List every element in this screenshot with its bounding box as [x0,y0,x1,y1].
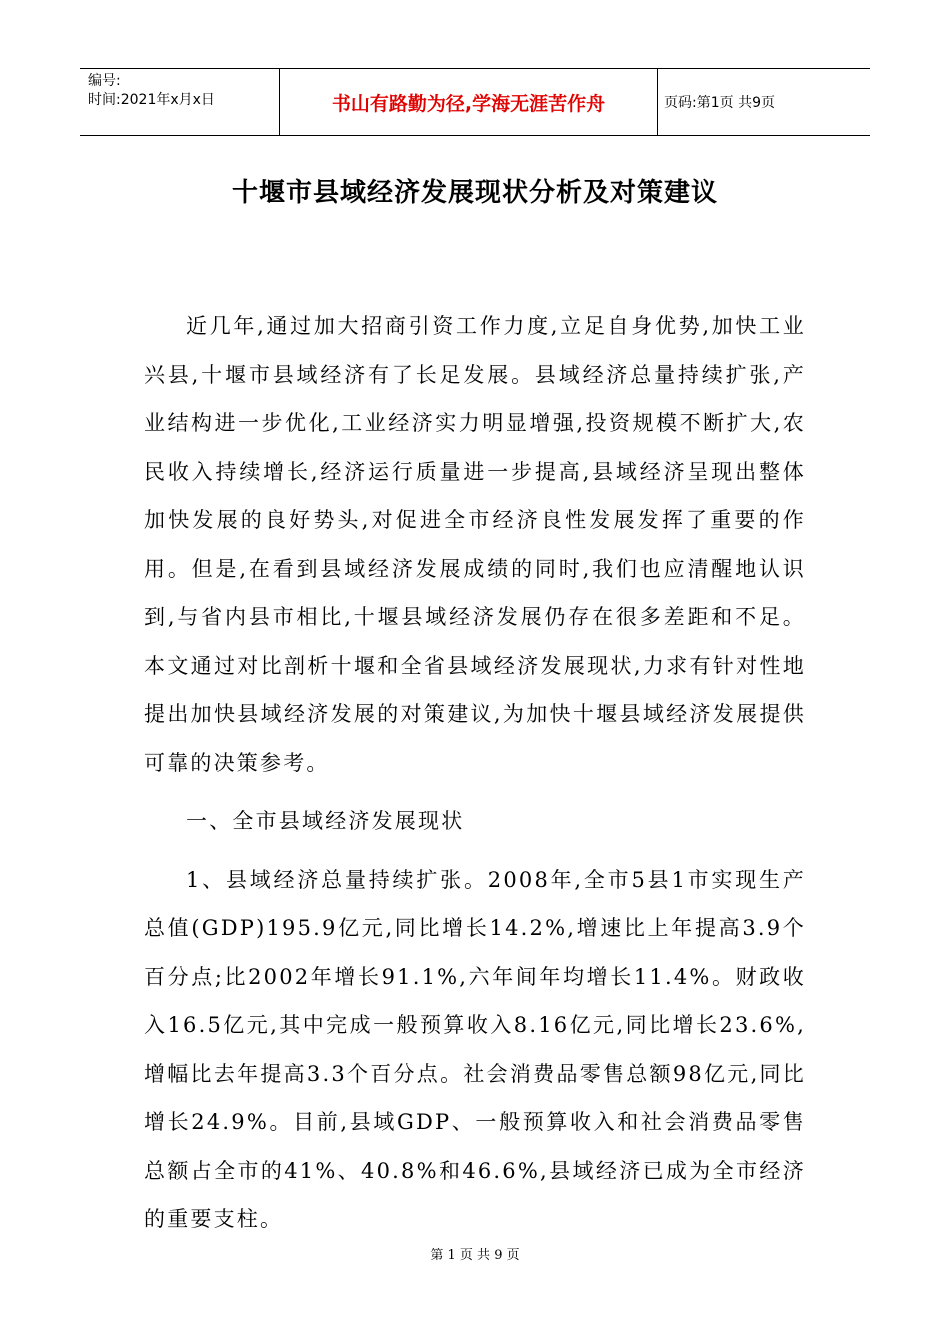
document-title: 十堰市县域经济发展现状分析及对策建议 [231,178,718,208]
header-meta-cell [80,69,280,135]
section-heading: 一、全市县域经济发展现状 [186,809,465,833]
page-info: 页码:第1页 共9页 [664,95,775,111]
number-label: 编号: [88,73,121,89]
document-header [80,68,870,136]
intro-paragraph: 近几年,通过加大招商引资工作力度,立足自身优势,加快工业兴县,十堰市县域经济有了长足发展。县域经济总量持续扩张,产业结构进一步优化,工业经济实力明显增强,投资规模不断扩大,农民收入持续增长,经济运行质量进一步提高,县域经济呈现出整体加快发展的良好势头,对促进全市经济良性发展发挥了重要的作用。但是,在看到县域经济发展成绩的同时,我们也应清醒地认识到,与省内县市相比,十堰县域经济发展仍存在很多差距和不足。本文通过对比剖析十堰和全省县域经济发展现状,力求有针对性地提出加快县域经济发展的对策建议,为加快十堰县域经济发展提供可靠的决策参考。 [144,314,806,775]
header-page-cell [658,69,870,135]
header-slogan-cell [280,69,658,135]
time-label: 时间:2021年x月x日 [88,92,215,108]
page-footer: 第 1 页 共 9 页 [430,1248,520,1263]
slogan-text: 书山有路勤为径,学海无涯苦作舟 [331,92,606,115]
document-body [144,302,806,1244]
body-paragraph: 1、县域经济总量持续扩张。2008年,全市5县1市实现生产总值(GDP)195.9亿元,同比增长14.2%,增速比上年提高3.9个百分点;比2002年增长91.1%,六年间年均增长11.4%。财政收入16.5亿元,其中完成一般预算收入8.16亿元,同比增长23.6%,增幅比去年提高3.3个百分点。社会消费品零售总额98亿元,同比增长24.9%。目前,县域GDP、一般预算收入和社会消费品零售总额占全市的41%、40.8%和46.6%,县域经济已成为全市经济的重要支柱。 [144,867,806,1231]
